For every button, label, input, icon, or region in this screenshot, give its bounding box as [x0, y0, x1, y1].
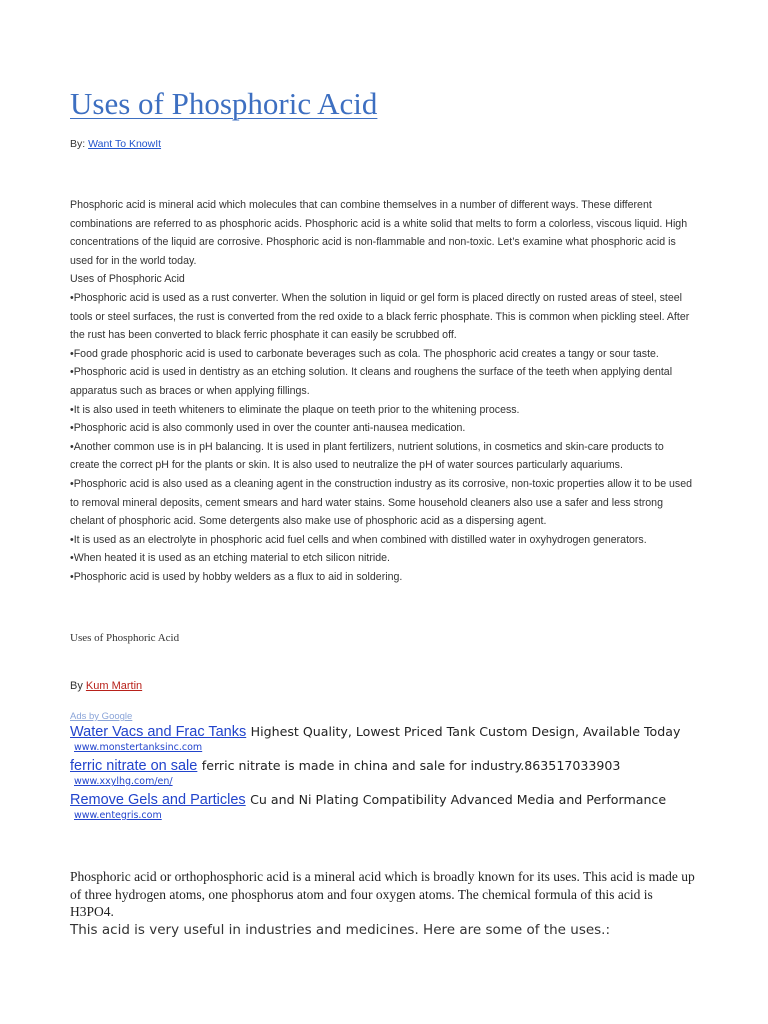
closing-text: Phosphoric acid or orthophosphoric acid is a mineral acid which is broadly known for its uses. This acid is made up of three hydrogen atoms, one phosphorus atom and four oxygen atoms. The chemical formula of this acid is H3PO4. — [70, 869, 695, 919]
list-item: •It is used as an electrolyte in phosphoric acid fuel cells and when combined with distilled water in oxyhydrogen generators. — [70, 533, 647, 546]
list-item: •It is also used in teeth whiteners to eliminate the plaque on teeth prior to the whitening process. — [70, 403, 520, 416]
list-item: •Phosphoric acid is used as a rust converter. When the solution in liquid or gel form is placed directly on rusted areas of steel, steel tools or steel surfaces, the rust is converted from the red oxide to a black ferric phosphate. This is common when pickling steel. After the rust has been converted to black ferric phosphate it can easily be scrubbed off. — [70, 291, 690, 342]
byline — [70, 138, 161, 150]
list-item: •Phosphoric acid is also commonly used in over the counter anti-nausea medication. — [70, 422, 466, 435]
author-link[interactable]: Want To KnowIt — [88, 138, 162, 150]
ad-item — [70, 723, 710, 753]
ads-label[interactable]: Ads by Google — [70, 711, 133, 722]
ad-link[interactable]: Water Vacs and Frac Tanks — [70, 724, 247, 740]
second-byline — [70, 680, 142, 692]
ad-link[interactable]: ferric nitrate on sale — [70, 758, 198, 774]
article-title[interactable]: Uses of Phosphoric Acid — [70, 86, 378, 121]
list-item: •Another common use is in pH balancing. It is used in plant fertilizers, nutrient solutions, in cosmetics and skin-care products to create the correct pH for the plants or skin. It is also used to neutralize the pH of water sources particularly aquariums. — [70, 440, 664, 472]
list-item: •Phosphoric acid is also used as a cleaning agent in the construction industry as its corrosive, non-toxic properties allow it to be used to removal mineral deposits, cement smears and hard water stains. Some household cleaners also use a safer and less strong chelant of phosphoric acid. Some detergents also make use of phosphoric acid as a dispersing agent. — [70, 477, 693, 528]
second-author-link[interactable]: Kum Martin — [85, 680, 143, 692]
ad-item — [70, 791, 710, 821]
ad-description: ferric nitrate is made in china and sale for industry.863517033903 — [201, 758, 621, 773]
list-item: •Food grade phosphoric acid is used to carbonate beverages such as cola. The phosphoric acid creates a tangy or sour taste. — [70, 347, 659, 360]
ad-url[interactable]: www.entegris.com — [74, 810, 162, 821]
section-heading: Uses of Phosphoric Acid — [70, 273, 185, 286]
list-item: •Phosphoric acid is used by hobby welders as a flux to aid in soldering. — [70, 570, 403, 583]
second-article-title: Uses of Phosphoric Acid — [70, 632, 180, 644]
ad-url[interactable]: www.xxylhg.com/en/ — [74, 776, 173, 787]
byline-prefix: By: — [70, 138, 86, 150]
closing-intro: This acid is very useful in industries and medicines. Here are some of the uses.: — [70, 922, 611, 938]
ad-url[interactable]: www.monstertanksinc.com — [74, 742, 203, 753]
closing-paragraph — [70, 868, 698, 921]
article-body — [70, 196, 696, 586]
intro-paragraph: Phosphoric acid is mineral acid which molecules that can combine themselves in a number of different ways. These different combinations are referred to as phosphoric acids. Phosphoric acid is a white solid that melts to form a colorless, viscous liquid. High concentrations of the liquid are corrosive. Phosphoric acid is non-flammable and non-toxic. Let’s examine what phosphoric acid is used for in the world today. — [70, 199, 688, 267]
ad-link[interactable]: Remove Gels and Particles — [70, 792, 246, 808]
ad-item — [70, 757, 710, 787]
ad-description: Highest Quality, Lowest Priced Tank Custom Design, Available Today — [250, 724, 681, 739]
byline-prefix: By — [70, 680, 83, 692]
ad-description: Cu and Ni Plating Compatibility Advanced Media and Performance — [250, 792, 667, 807]
list-item: •Phosphoric acid is used in dentistry as an etching solution. It cleans and roughens the surface of the teeth when applying dental apparatus such as braces or when applying fillings. — [70, 366, 673, 397]
list-item: •When heated it is used as an etching material to etch silicon nitride. — [70, 552, 390, 565]
